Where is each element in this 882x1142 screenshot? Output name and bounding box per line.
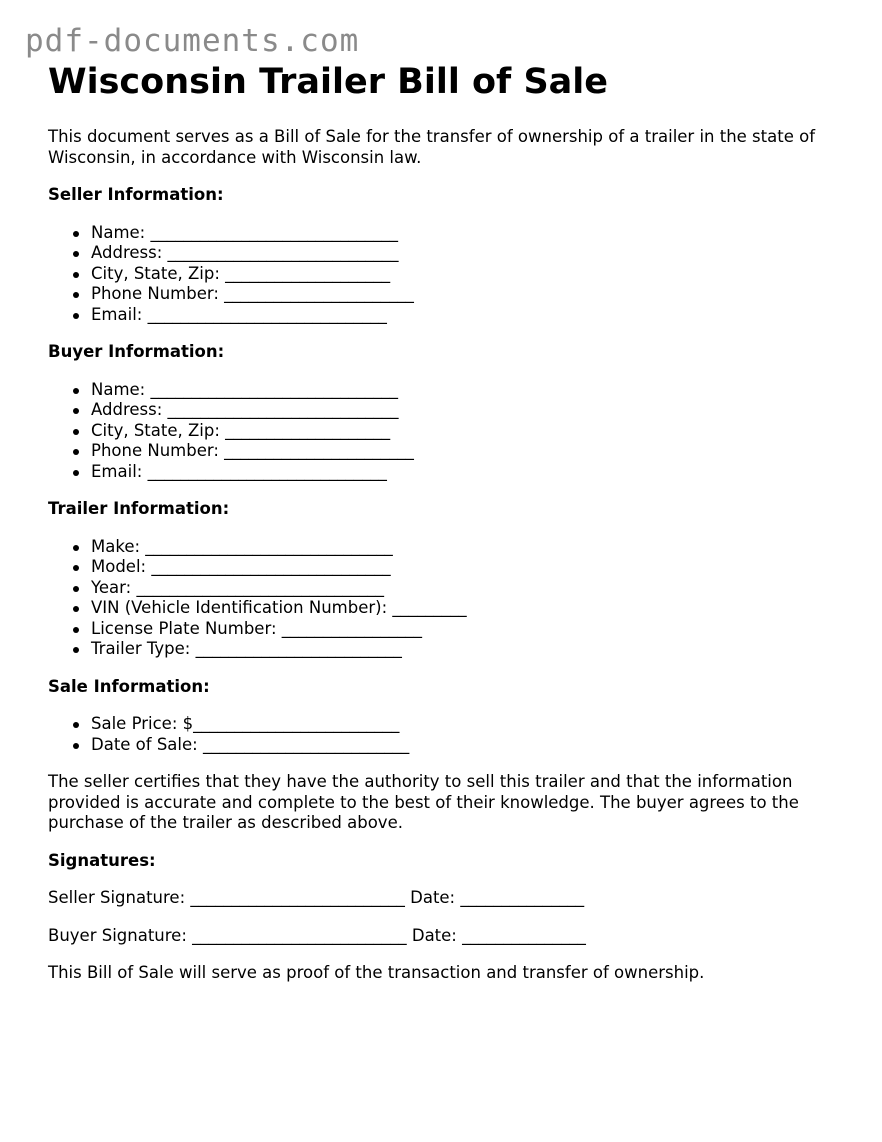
seller-section-heading: Seller Information:: [48, 185, 224, 204]
trailer-section-heading: Trailer Information:: [48, 499, 230, 518]
seller-signature-line: Seller Signature: __________________________ Date: _______________: [48, 888, 585, 907]
trailer-year-field: Year: ______________________________: [91, 578, 848, 599]
document-body: [48, 60, 848, 984]
seller-address-field: Address: ____________________________: [91, 243, 848, 264]
seller-fields-list: [48, 223, 848, 326]
certification-paragraph: The seller certifies that they have the authority to sell this trailer and that the information provided is accurate and complete to the best of their knowledge. The buyer agrees to the purchase of the trailer as described above.: [48, 772, 799, 832]
seller-name-field: Name: ______________________________: [91, 223, 848, 244]
page-title: Wisconsin Trailer Bill of Sale: [48, 62, 609, 102]
seller-city-state-zip-field: City, State, Zip: ____________________: [91, 264, 848, 285]
buyer-phone-field: Phone Number: _______________________: [91, 441, 848, 462]
buyer-fields-list: [48, 380, 848, 483]
buyer-email-field: Email: _____________________________: [91, 462, 848, 483]
sale-section-heading: Sale Information:: [48, 676, 210, 696]
intro-paragraph: This document serves as a Bill of Sale for the transfer of ownership of a trailer in the state of Wisconsin, in accordance with Wisconsin law.: [48, 127, 816, 167]
buyer-name-field: Name: ______________________________: [91, 380, 848, 401]
seller-phone-field: Phone Number: _______________________: [91, 284, 848, 305]
trailer-plate-field: License Plate Number: _________________: [91, 619, 848, 640]
signatures-section-heading: Signatures:: [48, 850, 156, 870]
seller-email-field: Email: _____________________________: [91, 305, 848, 326]
trailer-model-field: Model: _____________________________: [91, 557, 848, 578]
buyer-section-heading: Buyer Information:: [48, 342, 225, 361]
trailer-vin-field: VIN (Vehicle Identification Number): _________: [91, 598, 848, 619]
sale-fields-list: [48, 714, 848, 755]
sale-price-field: Sale Price: $_________________________: [91, 714, 848, 735]
trailer-fields-list: [48, 537, 848, 660]
closing-paragraph: This Bill of Sale will serve as proof of the transaction and transfer of ownership.: [48, 963, 705, 982]
buyer-city-state-zip-field: City, State, Zip: ____________________: [91, 421, 848, 442]
trailer-make-field: Make: ______________________________: [91, 537, 848, 558]
buyer-signature-line: Buyer Signature: __________________________ Date: _______________: [48, 925, 586, 945]
sale-date-field: Date of Sale: _________________________: [91, 735, 848, 756]
trailer-type-field: Trailer Type: _________________________: [91, 639, 848, 660]
watermark: pdf-documents.com: [25, 23, 360, 59]
buyer-address-field: Address: ____________________________: [91, 400, 848, 421]
